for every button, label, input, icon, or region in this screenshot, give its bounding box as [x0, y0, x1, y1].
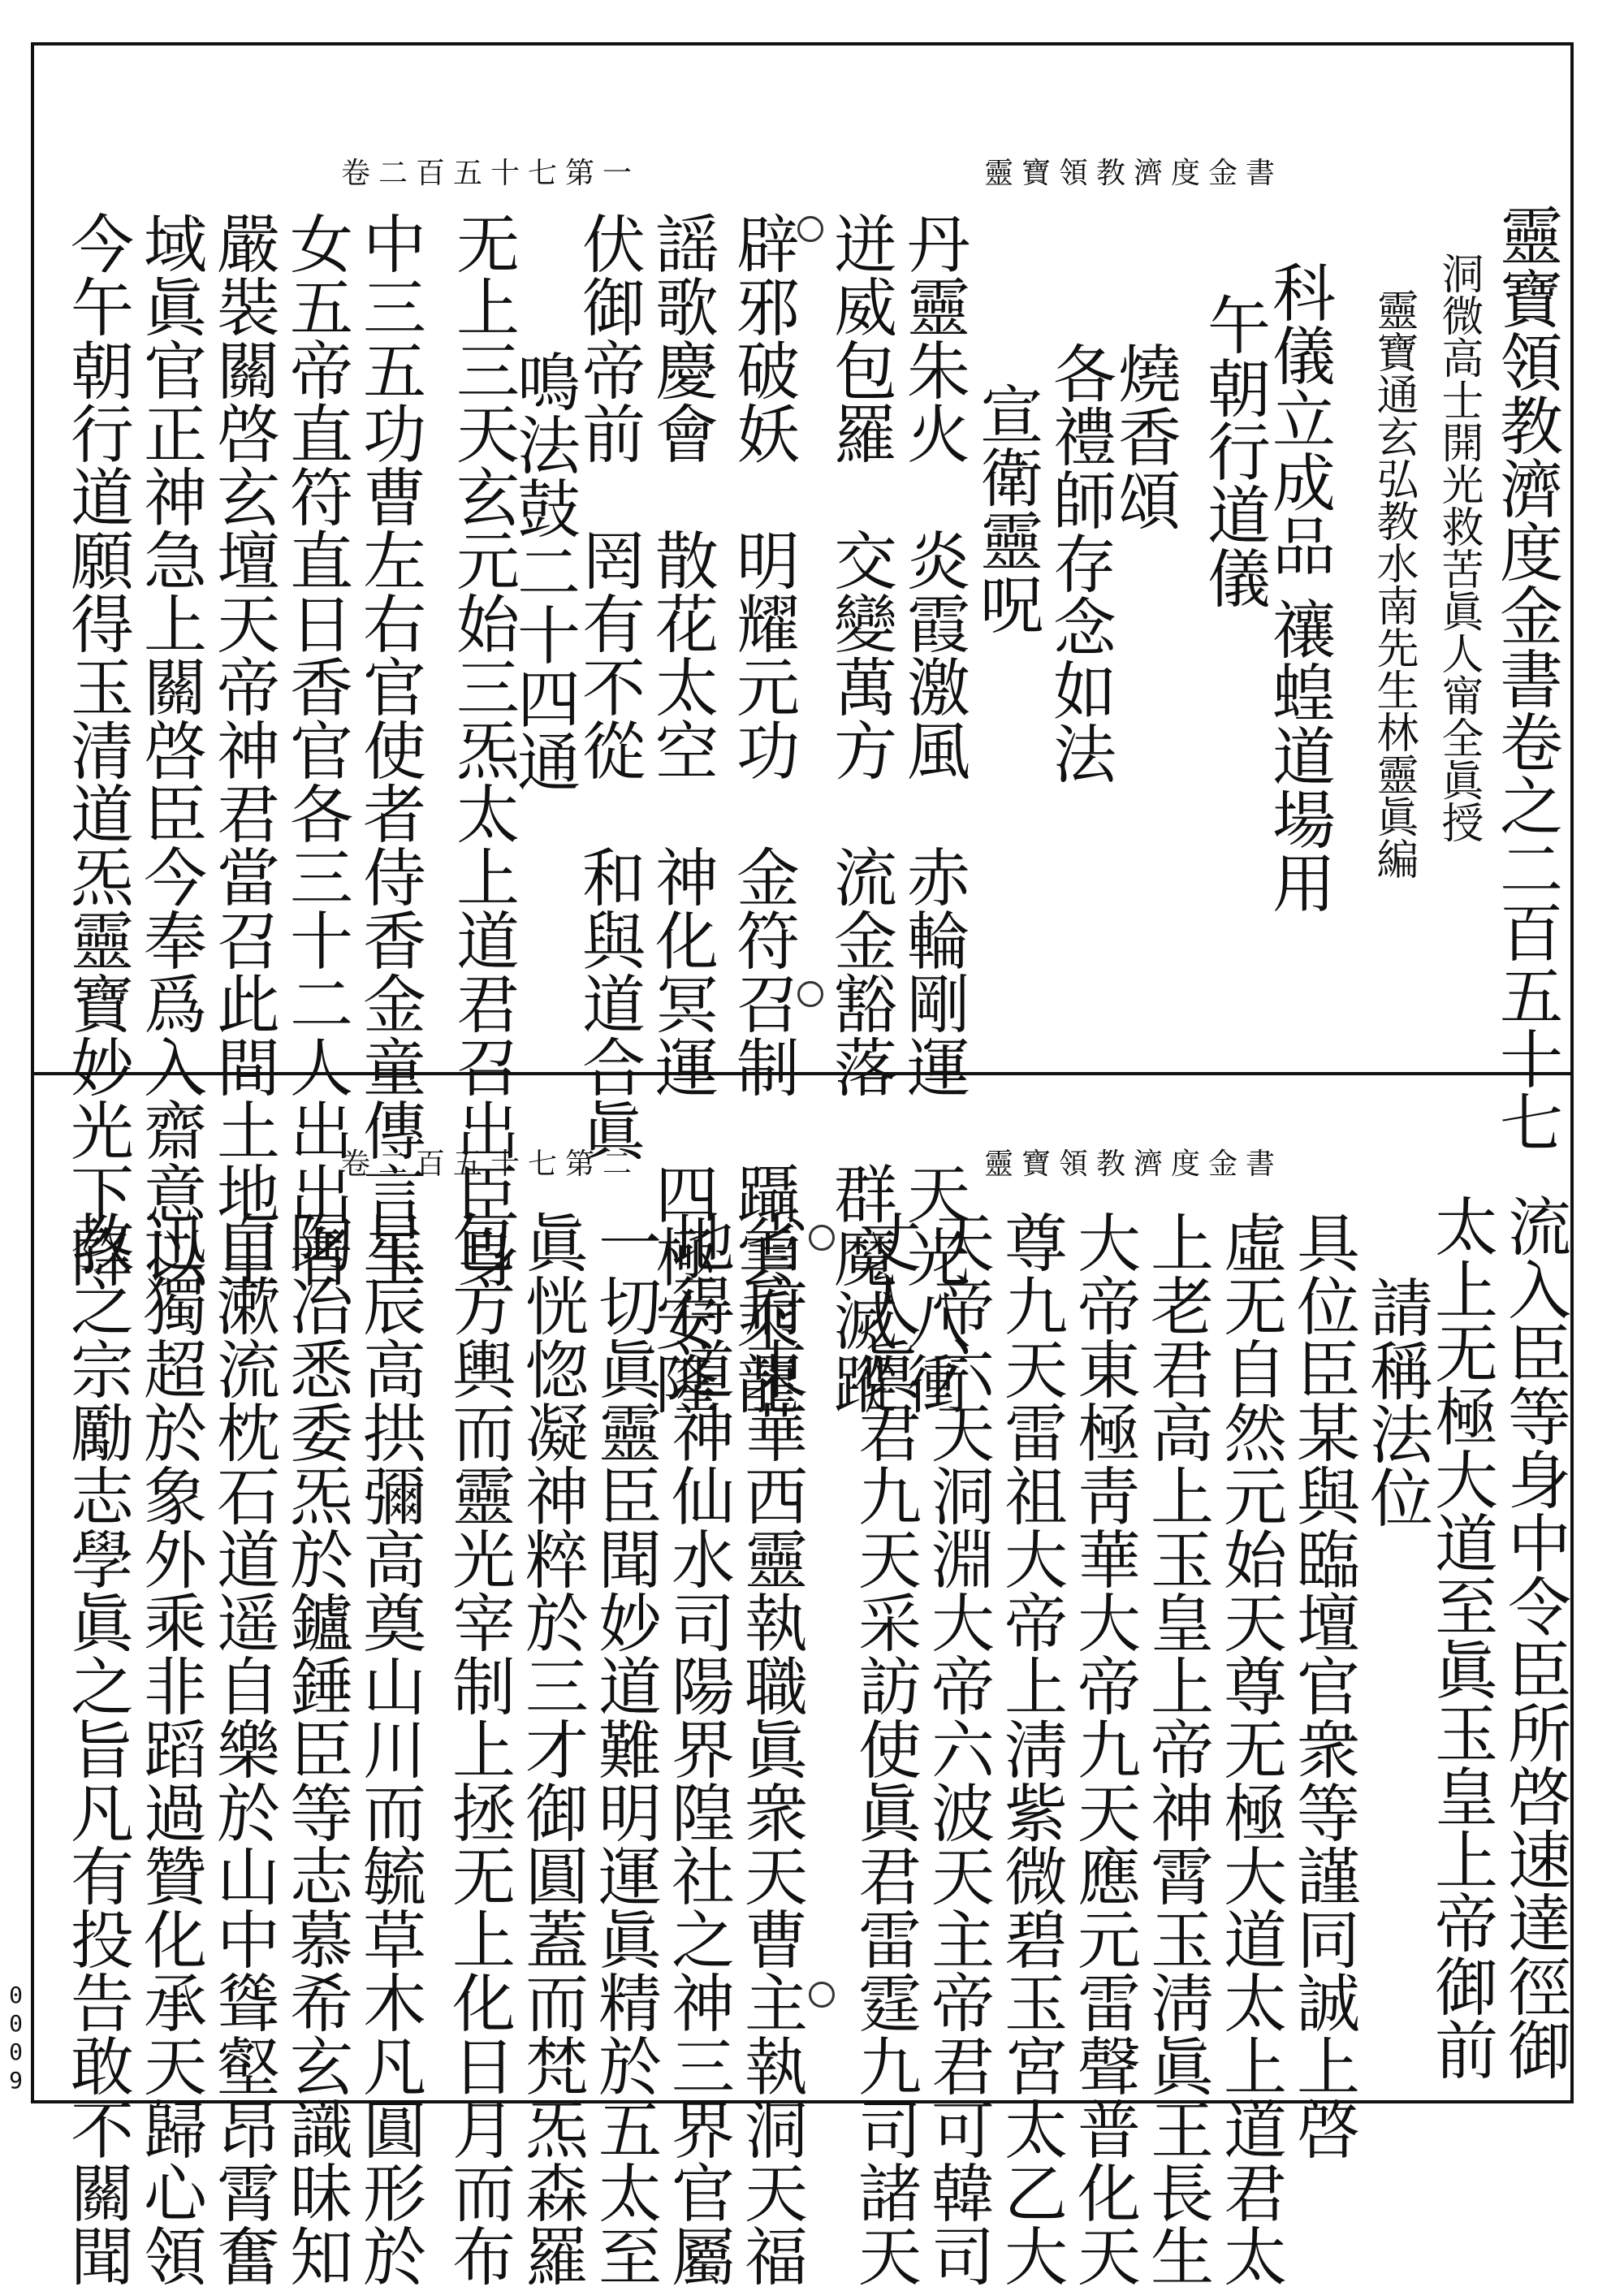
bottom-col-3: 請稱法位 [1359, 1275, 1432, 1528]
top-col-16: 中三五功曹左右官使者侍香金童傳言玉 [352, 211, 425, 1288]
top-header-title: 靈寶領教濟度金書 [983, 156, 1283, 190]
top-col-19: 域眞官正神急上關啓臣今奉爲入齋意以 [133, 211, 206, 1288]
bottom-col-17: 陶冶悉委炁於鑪錘臣等志慕希玄識昧知 [279, 1210, 352, 2287]
top-col-3: 靈寶通玄弘教水南先生林靈眞編 [1369, 288, 1418, 880]
bottom-page-header [341, 1137, 1283, 1186]
top-col-17: 女五帝直符直日香官各三十二人出出者 [279, 211, 352, 1288]
bottom-col-18: 白漱流枕石道遥自樂於山中聳壑昂霄奮 [206, 1210, 279, 2287]
bottom-col-2: 太上无極大道至眞玉皇上帝御前 [1424, 1194, 1497, 2081]
page-number: 0009 [2, 1982, 29, 2095]
top-col-9: 丹靈朱火 炎霞激風 赤輪剛運 天光八衝 [896, 211, 970, 1415]
top-col-11: 辟邪破妖 明耀元功 金符召制 躡雲乘龍 [726, 211, 799, 1415]
top-col-4: 科儀立成品 禳蝗道場用 [1262, 260, 1335, 914]
top-col-15: 无上三天玄元始三炁太上道君召出臣身 [446, 211, 519, 1288]
top-header-section: 卷二百五十七第一 [341, 156, 641, 190]
top-col-8: 宣衛靈呪 [970, 382, 1043, 635]
top-page-header [341, 146, 1283, 195]
bottom-col-20: 教之宗勵志學眞之旨凡有投告敢不關聞 [60, 1210, 133, 2287]
circle-marker-icon [809, 1982, 835, 2008]
bottom-col-19: 迅獨超於象外乘非蹈過贊化承天歸心領 [133, 1210, 206, 2287]
bottom-col-12: 地得道神仙水司陽界隍社之神三界官屬 [661, 1210, 734, 2287]
bottom-col-14: 眞恍惚凝神粹於三才御圓蓋而梵炁森羅 [515, 1210, 588, 2287]
circle-marker-icon [809, 1225, 835, 1251]
circle-marker-icon [797, 981, 823, 1007]
bottom-col-9: 天帝六天洞淵大帝六波天主帝君可韓司 [921, 1210, 994, 2287]
top-col-5: 午朝行道儀 [1197, 292, 1270, 609]
top-col-20: 今午朝行道願得玉清道炁靈寶妙光下降 [60, 211, 133, 1288]
top-col-14: 鳴法鼓二十四通 [507, 349, 580, 793]
bottom-col-10: 丈人眞君九天采訪使眞君雷霆九司諸天 [848, 1210, 921, 2287]
bottom-col-7: 大帝東極靑華大帝九天應元雷聲普化天 [1067, 1210, 1140, 2287]
top-col-18: 嚴裝關啓玄壇天帝神君當召此間土地里 [206, 211, 279, 1288]
bottom-header-section: 卷二百五十七第二 [341, 1147, 641, 1181]
bottom-col-5: 虛无自然元始天尊无極大道太上道君太 [1213, 1210, 1286, 2287]
bottom-col-11: 省府東華西靈執職眞衆天曹主執洞天福 [734, 1210, 807, 2287]
bottom-col-6: 上老君高上玉皇上帝神霄玉淸眞王長生 [1140, 1210, 1213, 2287]
top-col-1: 靈寶領教濟度金書卷之二百五十七 [1489, 203, 1562, 1153]
circle-marker-icon [797, 216, 823, 242]
bottom-col-8: 尊九天雷祖大帝上淸紫微碧玉宮太乙大 [994, 1210, 1067, 2287]
bottom-col-13: 一切眞靈臣聞妙道難明運眞精於五太至 [588, 1210, 661, 2287]
bottom-header-title: 靈寶領教濟度金書 [983, 1147, 1283, 1181]
top-col-13: 伏御帝前 罔有不從 和與道合眞 [572, 211, 645, 1161]
top-col-6: 燒香頌 [1108, 341, 1181, 531]
bottom-col-15: 包方輿而靈光宰制上拯无上化日月而布 [442, 1210, 515, 2287]
bottom-col-4: 具位臣某與臨壇官衆等謹同誠上啓 [1286, 1210, 1359, 2160]
top-col-10: 迸威包羅 交變萬方 流金豁落 群魔滅蹤 [823, 211, 896, 1415]
bottom-col-1: 流入臣等身中令臣所啓速達徑御 [1497, 1194, 1570, 2081]
bottom-col-16: 星辰高拱彌高奠山川而毓草木凡圓形於 [352, 1210, 425, 2287]
top-col-7: 各禮師存念如法 [1043, 341, 1116, 785]
top-col-2: 洞微高士開光救苦眞人甯全眞授 [1434, 252, 1483, 843]
top-col-12: 謡歌慶會 散花太空 神化冥運 四極安隆 [645, 211, 718, 1415]
